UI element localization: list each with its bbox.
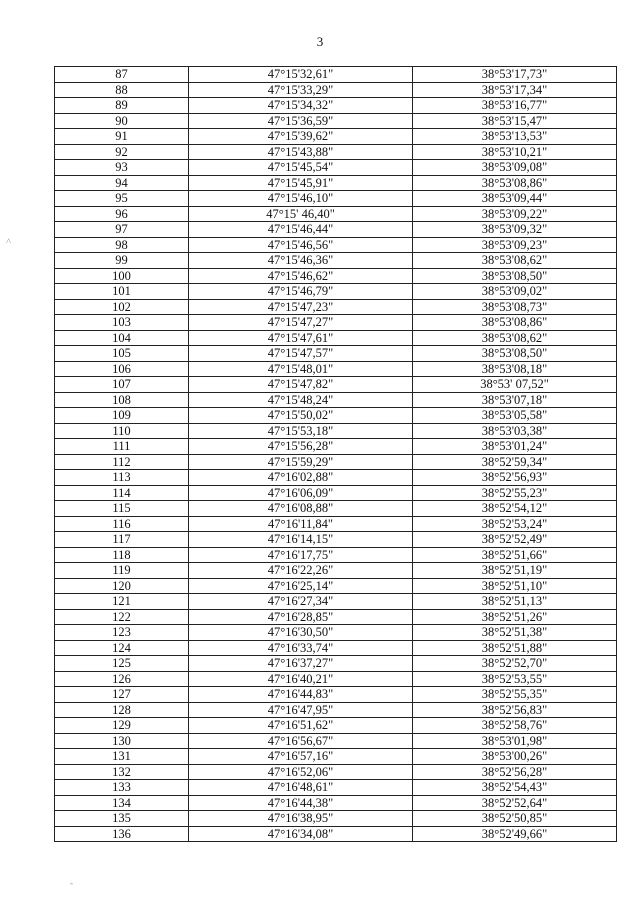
latitude-cell: 47°16'51,62" xyxy=(189,718,413,734)
table-row xyxy=(55,268,617,284)
longitude-cell: 38°53'07,18" xyxy=(413,392,617,408)
point-number-cell: 132 xyxy=(55,764,189,780)
point-number-cell: 112 xyxy=(55,454,189,470)
table-row xyxy=(55,98,617,114)
table-row xyxy=(55,191,617,207)
latitude-cell: 47°15'34,32" xyxy=(189,98,413,114)
point-number-cell: 124 xyxy=(55,640,189,656)
point-number-cell: 120 xyxy=(55,578,189,594)
table-row xyxy=(55,113,617,129)
table-row xyxy=(55,392,617,408)
longitude-cell: 38°53'01,24" xyxy=(413,439,617,455)
table-row xyxy=(55,206,617,222)
latitude-cell: 47°15'46,79" xyxy=(189,284,413,300)
longitude-cell: 38°53'17,34" xyxy=(413,82,617,98)
longitude-cell: 38°52'51,38" xyxy=(413,625,617,641)
table-row xyxy=(55,470,617,486)
table-row xyxy=(55,346,617,362)
table-row xyxy=(55,175,617,191)
point-number-cell: 133 xyxy=(55,780,189,796)
latitude-cell: 47°16'34,08" xyxy=(189,826,413,842)
longitude-cell: 38°53'09,44" xyxy=(413,191,617,207)
latitude-cell: 47°16'14,15" xyxy=(189,532,413,548)
point-number-cell: 100 xyxy=(55,268,189,284)
latitude-cell: 47°16'11,84" xyxy=(189,516,413,532)
longitude-cell: 38°52'55,35" xyxy=(413,687,617,703)
longitude-cell: 38°52'51,26" xyxy=(413,609,617,625)
longitude-cell: 38°52'54,43" xyxy=(413,780,617,796)
table-row xyxy=(55,237,617,253)
latitude-cell: 47°16'08,88" xyxy=(189,501,413,517)
latitude-cell: 47°15'47,57" xyxy=(189,346,413,362)
table-row xyxy=(55,299,617,315)
table-row xyxy=(55,67,617,83)
longitude-cell: 38°52'59,34" xyxy=(413,454,617,470)
longitude-cell: 38°52'51,66" xyxy=(413,547,617,563)
point-number-cell: 103 xyxy=(55,315,189,331)
point-number-cell: 136 xyxy=(55,826,189,842)
point-number-cell: 98 xyxy=(55,237,189,253)
latitude-cell: 47°15'47,82" xyxy=(189,377,413,393)
latitude-cell: 47°16'33,74" xyxy=(189,640,413,656)
point-number-cell: 111 xyxy=(55,439,189,455)
latitude-cell: 47°15'56,28" xyxy=(189,439,413,455)
table-row xyxy=(55,129,617,145)
coordinates-table xyxy=(54,66,617,842)
point-number-cell: 119 xyxy=(55,563,189,579)
latitude-cell: 47°16'22,26" xyxy=(189,563,413,579)
point-number-cell: 88 xyxy=(55,82,189,98)
longitude-cell: 38°52'49,66" xyxy=(413,826,617,842)
table-row xyxy=(55,764,617,780)
latitude-cell: 47°16'57,16" xyxy=(189,749,413,765)
longitude-cell: 38°53'08,86" xyxy=(413,175,617,191)
point-number-cell: 96 xyxy=(55,206,189,222)
table-row xyxy=(55,222,617,238)
longitude-cell: 38°53'08,62" xyxy=(413,253,617,269)
point-number-cell: 105 xyxy=(55,346,189,362)
table-row xyxy=(55,408,617,424)
latitude-cell: 47°15'47,27" xyxy=(189,315,413,331)
longitude-cell: 38°52'56,83" xyxy=(413,702,617,718)
latitude-cell: 47°16'27,34" xyxy=(189,594,413,610)
longitude-cell: 38°52'51,88" xyxy=(413,640,617,656)
point-number-cell: 134 xyxy=(55,795,189,811)
latitude-cell: 47°15'47,61" xyxy=(189,330,413,346)
point-number-cell: 115 xyxy=(55,501,189,517)
longitude-cell: 38°53'08,62" xyxy=(413,330,617,346)
table-row xyxy=(55,547,617,563)
table-row xyxy=(55,826,617,842)
point-number-cell: 90 xyxy=(55,113,189,129)
longitude-cell: 38°52'52,64" xyxy=(413,795,617,811)
latitude-cell: 47°15'46,10" xyxy=(189,191,413,207)
latitude-cell: 47°16'48,61" xyxy=(189,780,413,796)
point-number-cell: 94 xyxy=(55,175,189,191)
point-number-cell: 127 xyxy=(55,687,189,703)
latitude-cell: 47°16'30,50" xyxy=(189,625,413,641)
point-number-cell: 110 xyxy=(55,423,189,439)
longitude-cell: 38°53'15,47" xyxy=(413,113,617,129)
point-number-cell: 135 xyxy=(55,811,189,827)
latitude-cell: 47°16'28,85" xyxy=(189,609,413,625)
point-number-cell: 107 xyxy=(55,377,189,393)
table-row xyxy=(55,485,617,501)
longitude-cell: 38°53'09,23" xyxy=(413,237,617,253)
table-row xyxy=(55,423,617,439)
point-number-cell: 123 xyxy=(55,625,189,641)
point-number-cell: 114 xyxy=(55,485,189,501)
latitude-cell: 47°15' 46,40" xyxy=(189,206,413,222)
point-number-cell: 128 xyxy=(55,702,189,718)
table-row xyxy=(55,811,617,827)
point-number-cell: 93 xyxy=(55,160,189,176)
point-number-cell: 102 xyxy=(55,299,189,315)
table-row xyxy=(55,532,617,548)
table-row xyxy=(55,733,617,749)
longitude-cell: 38°53'05,58" xyxy=(413,408,617,424)
table-row xyxy=(55,609,617,625)
latitude-cell: 47°15'48,01" xyxy=(189,361,413,377)
latitude-cell: 47°16'40,21" xyxy=(189,671,413,687)
longitude-cell: 38°53'08,86" xyxy=(413,315,617,331)
latitude-cell: 47°15'45,91" xyxy=(189,175,413,191)
table-row xyxy=(55,144,617,160)
table-row xyxy=(55,594,617,610)
point-number-cell: 106 xyxy=(55,361,189,377)
point-number-cell: 99 xyxy=(55,253,189,269)
longitude-cell: 38°52'51,10" xyxy=(413,578,617,594)
table-row xyxy=(55,625,617,641)
point-number-cell: 121 xyxy=(55,594,189,610)
table-row xyxy=(55,563,617,579)
point-number-cell: 117 xyxy=(55,532,189,548)
table-row xyxy=(55,160,617,176)
latitude-cell: 47°15'59,29" xyxy=(189,454,413,470)
scan-speck: - xyxy=(70,878,73,888)
point-number-cell: 108 xyxy=(55,392,189,408)
longitude-cell: 38°53'09,02" xyxy=(413,284,617,300)
longitude-cell: 38°52'56,93" xyxy=(413,470,617,486)
table-row xyxy=(55,656,617,672)
longitude-cell: 38°53'09,32" xyxy=(413,222,617,238)
table-row xyxy=(55,780,617,796)
latitude-cell: 47°15'45,54" xyxy=(189,160,413,176)
point-number-cell: 97 xyxy=(55,222,189,238)
longitude-cell: 38°53'17,73" xyxy=(413,67,617,83)
table-row xyxy=(55,640,617,656)
latitude-cell: 47°16'38,95" xyxy=(189,811,413,827)
table-row xyxy=(55,516,617,532)
longitude-cell: 38°52'52,49" xyxy=(413,532,617,548)
latitude-cell: 47°15'53,18" xyxy=(189,423,413,439)
table-row xyxy=(55,671,617,687)
longitude-cell: 38°53'08,50" xyxy=(413,346,617,362)
point-number-cell: 131 xyxy=(55,749,189,765)
point-number-cell: 89 xyxy=(55,98,189,114)
latitude-cell: 47°15'48,24" xyxy=(189,392,413,408)
longitude-cell: 38°52'55,23" xyxy=(413,485,617,501)
table-row xyxy=(55,718,617,734)
longitude-cell: 38°52'53,24" xyxy=(413,516,617,532)
longitude-cell: 38°52'52,70" xyxy=(413,656,617,672)
table-row xyxy=(55,330,617,346)
table-row xyxy=(55,361,617,377)
table-row xyxy=(55,82,617,98)
table-row xyxy=(55,253,617,269)
table-row xyxy=(55,284,617,300)
latitude-cell: 47°15'50,02" xyxy=(189,408,413,424)
point-number-cell: 91 xyxy=(55,129,189,145)
coordinates-table-body xyxy=(55,67,617,842)
point-number-cell: 118 xyxy=(55,547,189,563)
point-number-cell: 92 xyxy=(55,144,189,160)
table-row xyxy=(55,702,617,718)
longitude-cell: 38°52'54,12" xyxy=(413,501,617,517)
latitude-cell: 47°16'06,09" xyxy=(189,485,413,501)
latitude-cell: 47°15'46,62" xyxy=(189,268,413,284)
table-row xyxy=(55,454,617,470)
page-number: 3 xyxy=(316,34,324,49)
point-number-cell: 104 xyxy=(55,330,189,346)
point-number-cell: 109 xyxy=(55,408,189,424)
longitude-cell: 38°53'08,18" xyxy=(413,361,617,377)
table-row xyxy=(55,749,617,765)
table-row xyxy=(55,377,617,393)
latitude-cell: 47°16'17,75" xyxy=(189,547,413,563)
point-number-cell: 87 xyxy=(55,67,189,83)
scan-speck: ˄ xyxy=(6,236,12,246)
longitude-cell: 38°53'08,73" xyxy=(413,299,617,315)
latitude-cell: 47°15'46,56" xyxy=(189,237,413,253)
longitude-cell: 38°52'50,85" xyxy=(413,811,617,827)
latitude-cell: 47°15'39,62" xyxy=(189,129,413,145)
longitude-cell: 38°53'13,53" xyxy=(413,129,617,145)
table-row xyxy=(55,439,617,455)
longitude-cell: 38°52'58,76" xyxy=(413,718,617,734)
table-row xyxy=(55,687,617,703)
table-row xyxy=(55,315,617,331)
point-number-cell: 95 xyxy=(55,191,189,207)
latitude-cell: 47°15'47,23" xyxy=(189,299,413,315)
table-row xyxy=(55,795,617,811)
latitude-cell: 47°16'44,83" xyxy=(189,687,413,703)
point-number-cell: 122 xyxy=(55,609,189,625)
longitude-cell: 38°53'03,38" xyxy=(413,423,617,439)
latitude-cell: 47°15'46,36" xyxy=(189,253,413,269)
latitude-cell: 47°15'46,44" xyxy=(189,222,413,238)
latitude-cell: 47°15'43,88" xyxy=(189,144,413,160)
latitude-cell: 47°16'56,67" xyxy=(189,733,413,749)
point-number-cell: 126 xyxy=(55,671,189,687)
longitude-cell: 38°52'51,13" xyxy=(413,594,617,610)
point-number-cell: 113 xyxy=(55,470,189,486)
longitude-cell: 38°53'08,50" xyxy=(413,268,617,284)
point-number-cell: 101 xyxy=(55,284,189,300)
latitude-cell: 47°16'37,27" xyxy=(189,656,413,672)
latitude-cell: 47°15'33,29" xyxy=(189,82,413,98)
longitude-cell: 38°52'56,28" xyxy=(413,764,617,780)
longitude-cell: 38°53'09,08" xyxy=(413,160,617,176)
point-number-cell: 129 xyxy=(55,718,189,734)
latitude-cell: 47°16'44,38" xyxy=(189,795,413,811)
latitude-cell: 47°16'02,88" xyxy=(189,470,413,486)
longitude-cell: 38°53' 07,52" xyxy=(413,377,617,393)
longitude-cell: 38°53'10,21" xyxy=(413,144,617,160)
latitude-cell: 47°15'32,61" xyxy=(189,67,413,83)
table-row xyxy=(55,578,617,594)
latitude-cell: 47°16'47,95" xyxy=(189,702,413,718)
longitude-cell: 38°53'01,98" xyxy=(413,733,617,749)
longitude-cell: 38°53'09,22" xyxy=(413,206,617,222)
longitude-cell: 38°52'51,19" xyxy=(413,563,617,579)
latitude-cell: 47°15'36,59" xyxy=(189,113,413,129)
longitude-cell: 38°53'16,77" xyxy=(413,98,617,114)
table-row xyxy=(55,501,617,517)
latitude-cell: 47°16'52,06" xyxy=(189,764,413,780)
point-number-cell: 125 xyxy=(55,656,189,672)
longitude-cell: 38°52'53,55" xyxy=(413,671,617,687)
latitude-cell: 47°16'25,14" xyxy=(189,578,413,594)
longitude-cell: 38°53'00,26" xyxy=(413,749,617,765)
point-number-cell: 116 xyxy=(55,516,189,532)
point-number-cell: 130 xyxy=(55,733,189,749)
